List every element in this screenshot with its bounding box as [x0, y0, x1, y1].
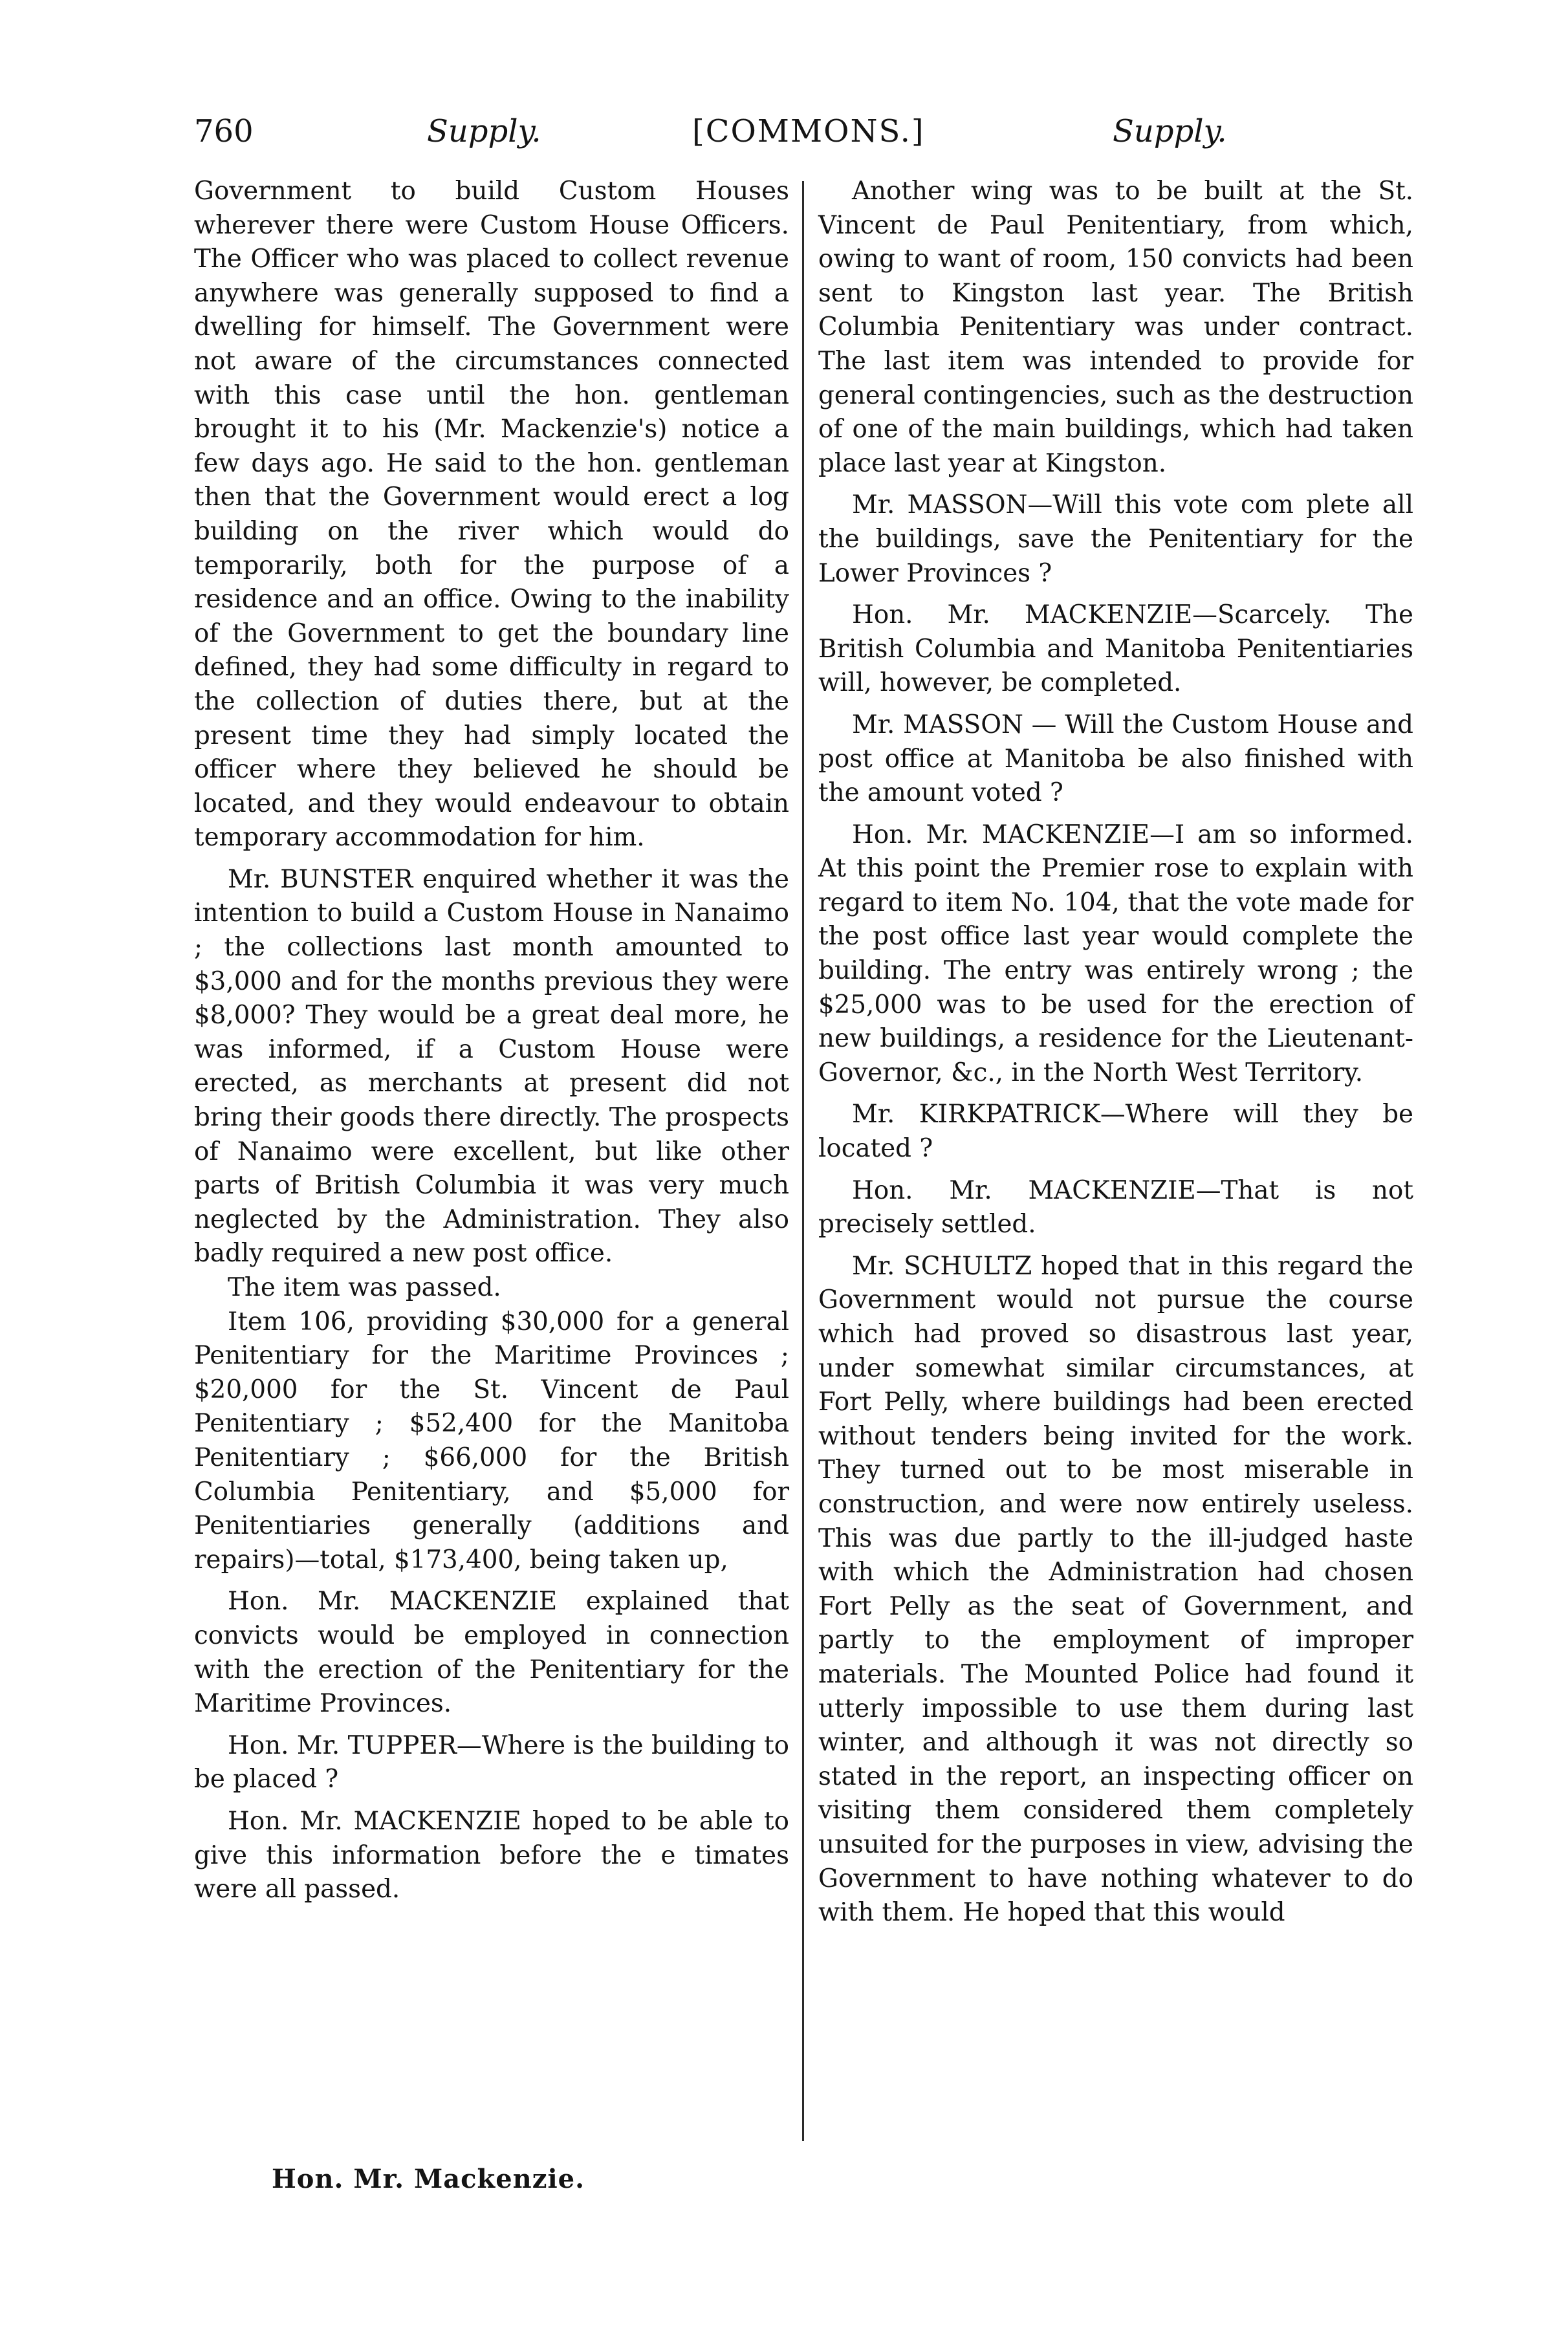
paragraph: Another wing was to be built at the St. Vincent de Paul Penitentiary, from which, owing to want of room, 150 convicts had been sent to Kingston last year. The British Columbia Penitentiary was under contract. The last item was intended to provide for general contingencies, such as the destruction of one of the main buildings, which had taken place last year at Kingston. — [818, 177, 1413, 478]
left-column — [194, 175, 789, 1915]
paragraph: Mr. MASSON — Will the Custom House and post office at Manitoba be also finished with the amount voted ? — [818, 710, 1413, 808]
paragraph: Hon. Mr. MACKENZIE hoped to be able to give this information before the e timates were all passed. — [194, 1806, 789, 1904]
column-divider — [802, 181, 804, 2141]
paragraph: Hon. Mr. MACKENZIE explained that convicts would be employed in connection with the erection of the Penitentiary for the Maritime Provinces. — [194, 1587, 789, 1719]
paragraph: Item 106, providing $30,000 for a general Penitentiary for the Maritime Provinces ; $20,000 for the St. Vincent de Paul Penitentiary ; $52,400 for the Manitoba Penitentiary ; $66,000 for the British Columbia Penitentiary, and $5,000 for Penitentiaries generally (additions and repairs)—total, $173,400, being taken up, — [194, 1307, 789, 1575]
running-head — [188, 113, 1417, 165]
paragraph: Hon. Mr. TUPPER—Where is the building to be placed ? — [194, 1730, 789, 1794]
page-number: 760 — [194, 113, 254, 149]
paragraph: Government to build Custom Houses wherever there were Custom House Officers. The Officer who was placed to collect revenue anywhere was generally supposed to find a dwelling for himself. The Government were not aware of the circumstances connected with this case until the hon. gentleman brought it to his (Mr. Mackenzie's) notice a few days ago. He said to the hon. gentleman then that the Government would erect a log building on the river which would do temporarily, both for the purpose of a residence and an office. Owing to the inability of the Government to get the boundary line defined, they had some difficulty in regard to the collection of duties there, but at the present time they had simply located the officer where they believed he should be located, and they would endeavour to obtain temporary accommodation for him. — [194, 177, 789, 853]
right-column — [818, 175, 1413, 1938]
paragraph: Hon. Mr. MACKENZIE—Scarcely. The British Columbia and Manitoba Penitentiaries will, however, be completed. — [818, 600, 1413, 698]
paragraph: Hon. Mr. MACKENZIE—I am so informed. At this point the Premier rose to explain with regard to item No. 104, that the vote made for the post office last year would complete the building. The entry was entirely wrong ; the $25,000 was to be used for the erection of new buildings, a residence for the Lieutenant-Governor, &c., in the North West Territory. — [818, 820, 1413, 1087]
paragraph: Hon. Mr. MACKENZIE—That is not precisely settled. — [818, 1175, 1413, 1239]
house-name: [COMMONS.] — [692, 113, 925, 149]
section-title-left: Supply. — [427, 113, 541, 149]
section-title-right: Supply. — [1113, 113, 1227, 149]
paragraph: Mr. KIRKPATRICK—Where will they be located ? — [818, 1100, 1413, 1164]
paragraph: Mr. SCHULTZ hoped that in this regard the Government would not pursue the course which had proved so disastrous last year, under somewhat similar circumstances, at Fort Pelly, where buildings had been erected without tenders being invited for the work. They turned out to be most miserable in construction, and were now entirely useless. This was due partly to the ill-judged haste with which the Administration had chosen Fort Pelly as the seat of Government, and partly to the employment of improper materials. The Mounted Police had found it utterly impossible to use them during last winter, and although it was not directly so stated in the report, an inspecting officer on visiting them considered them completely unsuited for the purposes in view, advising the Government to have nothing whatever to do with them. He hoped that this would — [818, 1251, 1413, 1928]
paragraph: Mr. BUNSTER enquired whether it was the intention to build a Custom House in Nanaimo ; the collections last month amounted to $3,000 and for the months previous they were $8,000? They would be a great deal more, he was informed, if a Custom House were erected, as merchants at present did not bring their goods there directly. The prospects of Nanaimo were excellent, but like other parts of British Columbia it was very much neglected by the Administration. They also badly required a new post office. — [194, 864, 789, 1269]
catchword: Hon. Mr. Mackenzie. — [272, 2164, 585, 2194]
paragraph: The item was passed. — [228, 1273, 501, 1302]
paragraph: Mr. MASSON—Will this vote com plete all the buildings, save the Penitentiary for the Lower Provinces ? — [818, 490, 1413, 588]
